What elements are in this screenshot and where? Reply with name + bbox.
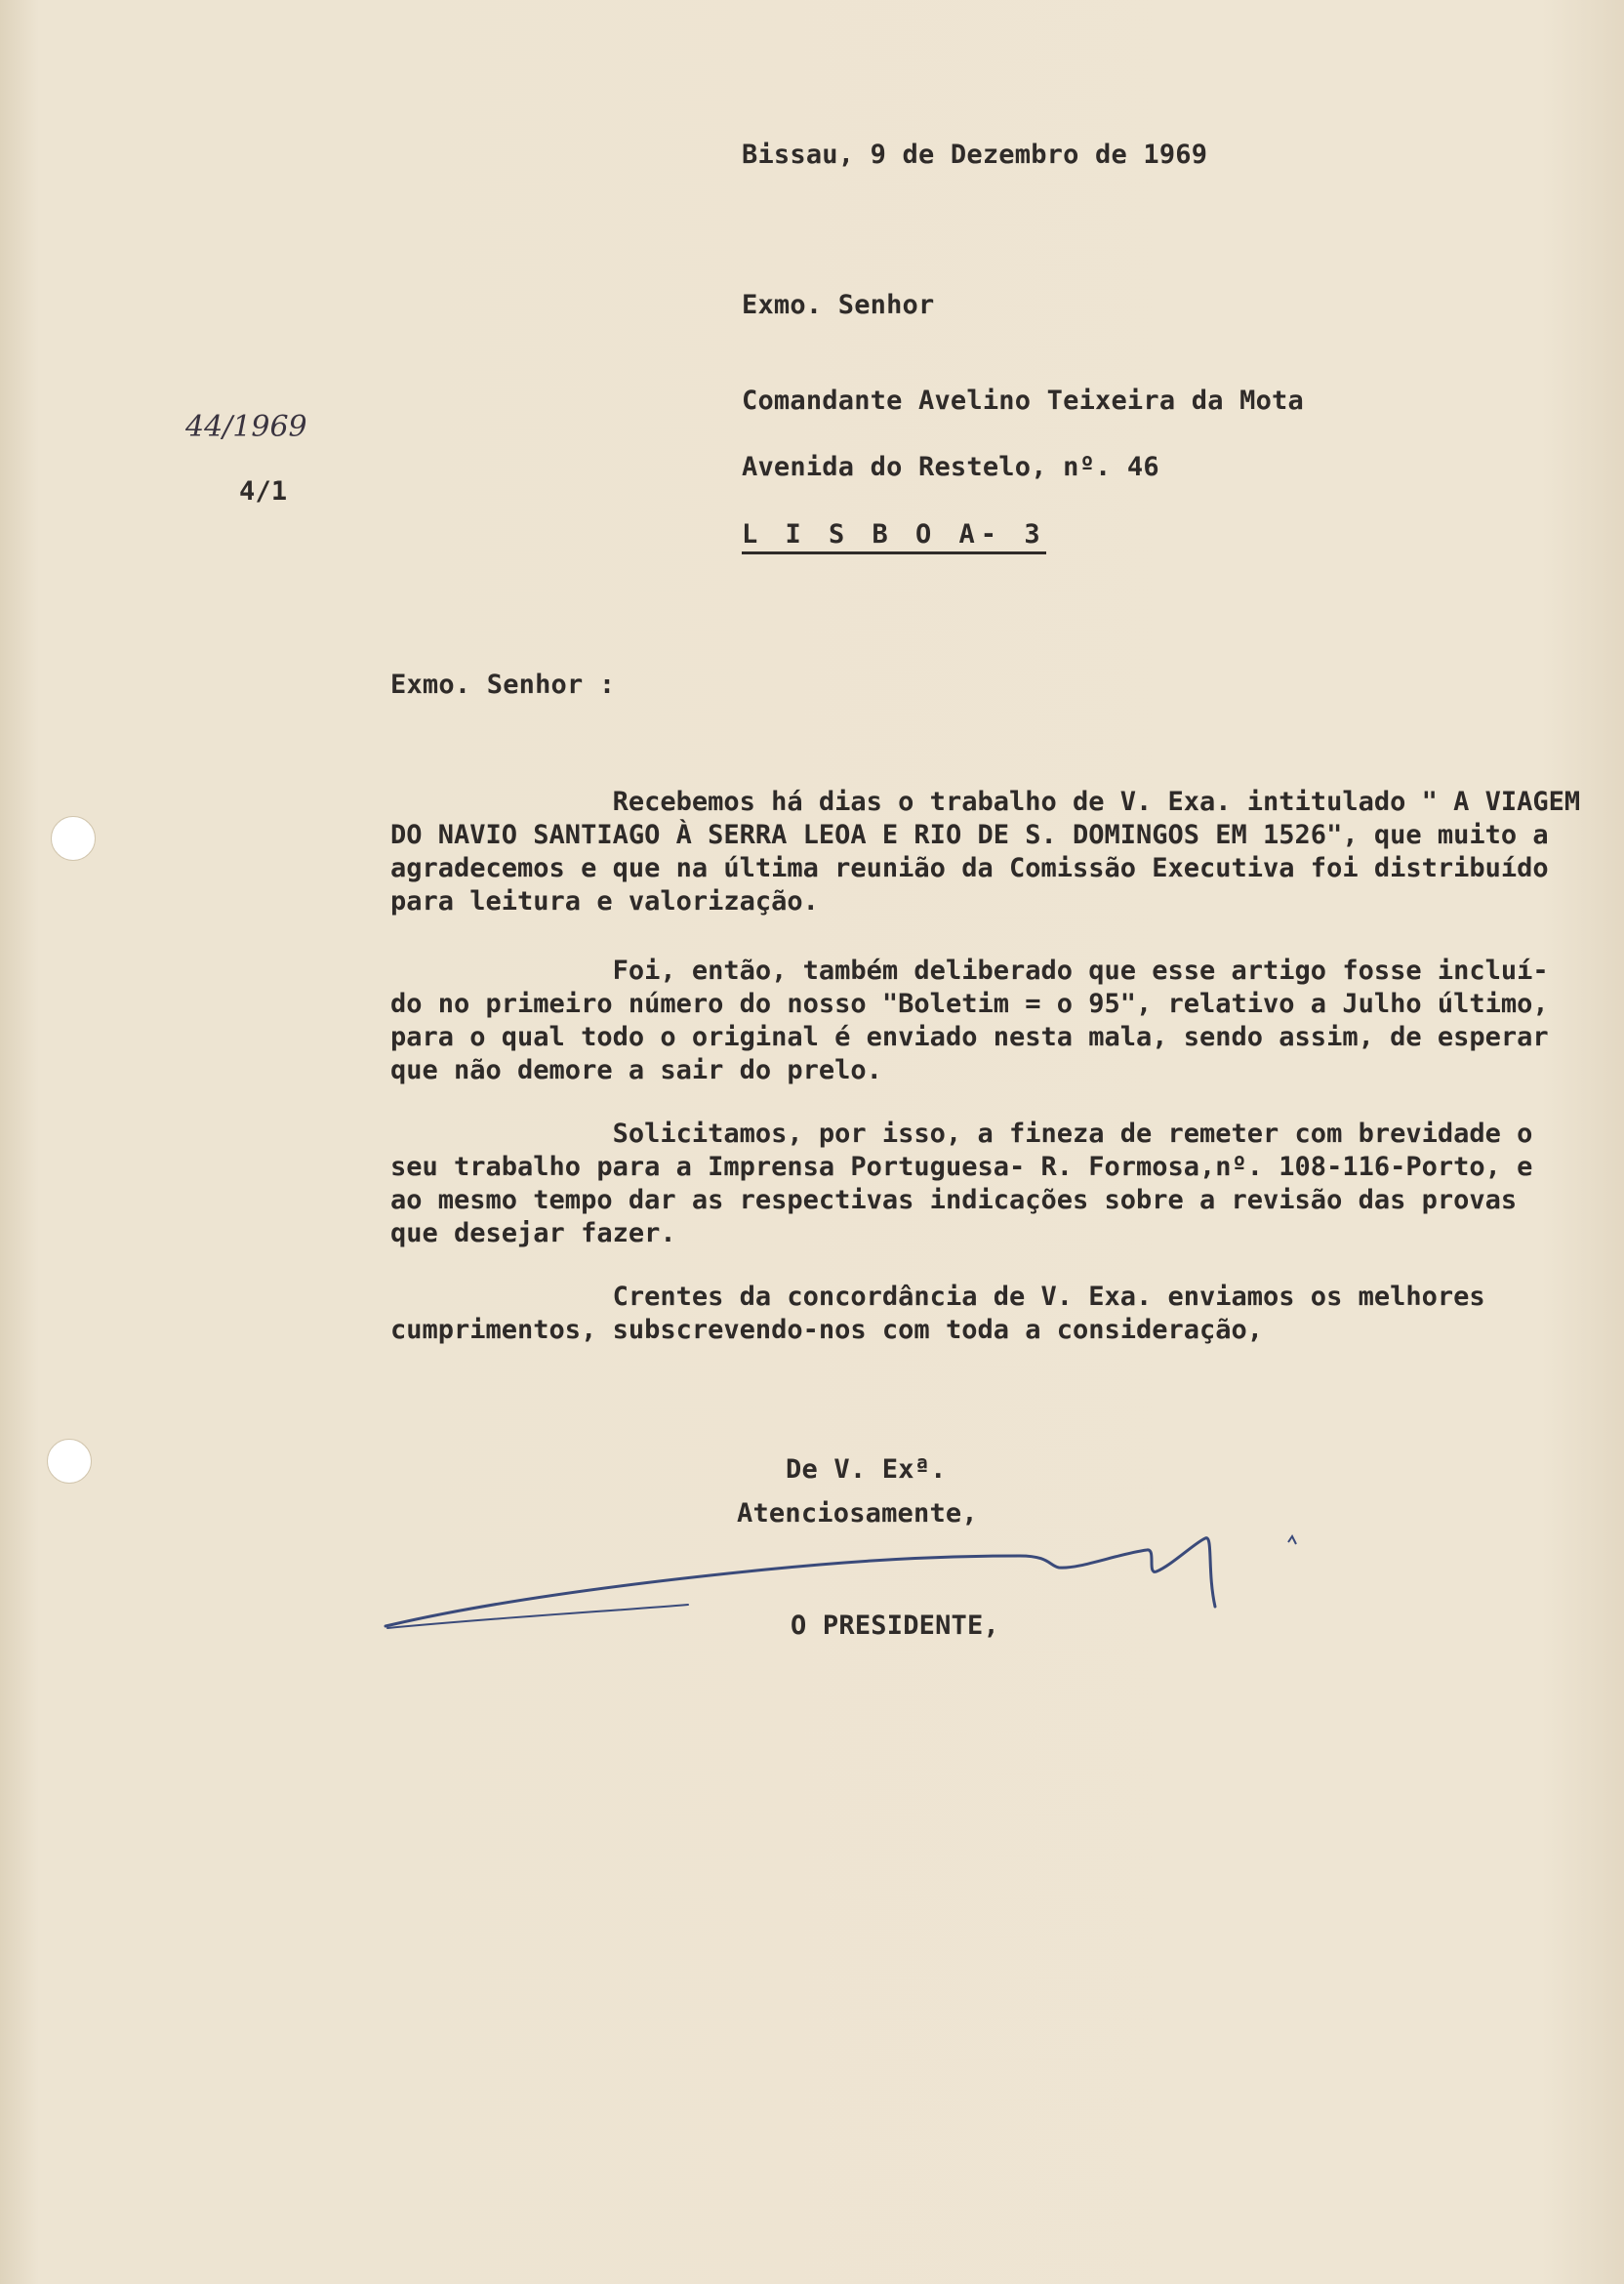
paragraph-line: Solicitamos, por isso, a fineza de remeter com brevidade o [390,1119,1533,1149]
punch-hole-bottom [47,1439,92,1484]
paragraph-line: Recebemos há dias o trabalho de V. Exa. intitulado " A VIAGEM [390,787,1581,817]
paragraph-2 [390,955,1591,1087]
addressee-salutation: Exmo. Senhor [742,290,935,320]
paragraph-1 [390,786,1591,918]
paragraph-line: Crentes da concordância de V. Exa. enviamos os melhores [390,1282,1485,1312]
paragraph-line: cumprimentos, subscrevendo-nos com toda a consideração, [390,1315,1264,1345]
paragraph-line: do no primeiro número do nosso "Boletim = o 95", relativo a Julho último, [390,989,1549,1019]
punch-hole-top [51,816,96,861]
paragraph-line: ao mesmo tempo dar as respectivas indicações sobre a revisão das provas [390,1185,1518,1215]
paragraph-line: que não demore a sair do prelo. [390,1055,882,1085]
paragraph-line: Foi, então, também deliberado que esse artigo fosse incluí- [390,956,1549,986]
paragraph-line: DO NAVIO SANTIAGO À SERRA LEOA E RIO DE S. DOMINGOS EM 1526", que muito a [390,820,1549,850]
letter-date: Bissau, 9 de Dezembro de 1969 [742,140,1208,170]
paragraph-line: seu trabalho para a Imprensa Portuguesa- R. Formosa,nº. 108-116-Porto, e [390,1152,1533,1182]
paragraph-3 [390,1118,1591,1250]
closing-line-2: Atenciosamente, [737,1498,978,1529]
paragraph-line: agradecemos e que na última reunião da Comissão Executiva foi distribuído [390,853,1549,883]
paragraph-line: para leitura e valorização. [390,886,819,917]
addressee-name: Comandante Avelino Teixeira da Mota [742,386,1304,416]
paragraph-4 [390,1281,1591,1347]
greeting: Exmo. Senhor : [390,670,616,700]
reference-sub: 4/1 [239,476,288,507]
reference-number: 44/1969 [185,410,307,444]
closing-line-1: De V. Exª. [786,1454,947,1485]
paragraph-line: para o qual todo o original é enviado nesta mala, sendo assim, de esperar [390,1022,1549,1052]
addressee-city: L I S B O A- 3 [742,519,1046,554]
signatory: O PRESIDENTE, [791,1611,999,1641]
paragraph-line: que desejar fazer. [390,1218,676,1248]
addressee-street: Avenida do Restelo, nº. 46 [742,452,1159,482]
